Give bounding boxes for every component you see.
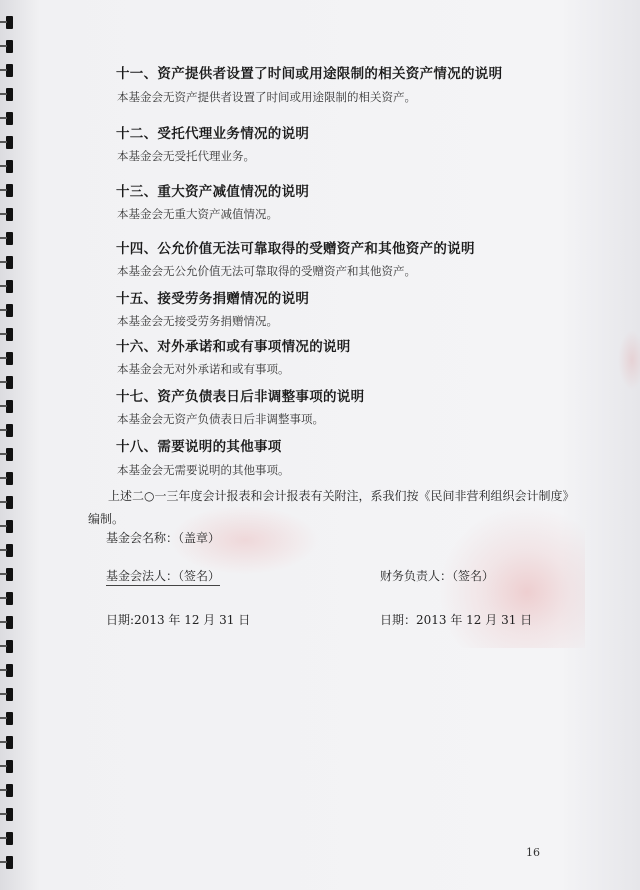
section-heading: 十八、需要说明的其他事项 — [116, 439, 282, 455]
closing-statement-cont: 编制。 — [88, 512, 125, 526]
section-heading: 十六、对外承诺和或有事项情况的说明 — [116, 339, 351, 355]
section-body: 本基金会无对外承诺和或有事项。 — [117, 362, 290, 376]
section-heading: 十二、受托代理业务情况的说明 — [116, 126, 310, 142]
section-body: 本基金会无需要说明的其他事项。 — [117, 463, 290, 477]
finance-head-label: 财务负责人：（签名） — [380, 569, 495, 583]
closing-statement: 上述二○一三年度会计报表和会计报表有关附注，系我们按《民间非营利组织会计制度》 — [108, 489, 575, 503]
section-body: 本基金会无公允价值无法可靠取得的受赠资产和其他资产。 — [117, 264, 416, 278]
section-heading: 十五、接受劳务捐赠情况的说明 — [116, 291, 310, 307]
section-heading: 十四、公允价值无法可靠取得的受赠资产和其他资产的说明 — [116, 241, 475, 257]
section-body: 本基金会无受托代理业务。 — [117, 149, 255, 163]
section-heading: 十一、资产提供者设置了时间或用途限制的相关资产情况的说明 — [116, 66, 503, 82]
date-left: 日期:2013 年 12 月 31 日 — [106, 613, 251, 627]
page-number: 16 — [526, 846, 540, 859]
section-heading: 十三、重大资产减值情况的说明 — [116, 184, 310, 200]
section-body: 本基金会无重大资产减值情况。 — [117, 207, 278, 221]
section-heading: 十七、资产负债表日后非调整事项的说明 — [116, 389, 365, 405]
foundation-name-label: 基金会名称：（盖章） — [106, 531, 221, 545]
legal-representative-label: 基金会法人：（签名） — [106, 567, 220, 586]
section-body: 本基金会无接受劳务捐赠情况。 — [117, 314, 278, 328]
section-body: 本基金会无资产负债表日后非调整事项。 — [117, 412, 324, 426]
section-body: 本基金会无资产提供者设置了时间或用途限制的相关资产。 — [117, 90, 416, 104]
date-right: 日期：2013 年 12 月 31 日 — [380, 613, 533, 627]
